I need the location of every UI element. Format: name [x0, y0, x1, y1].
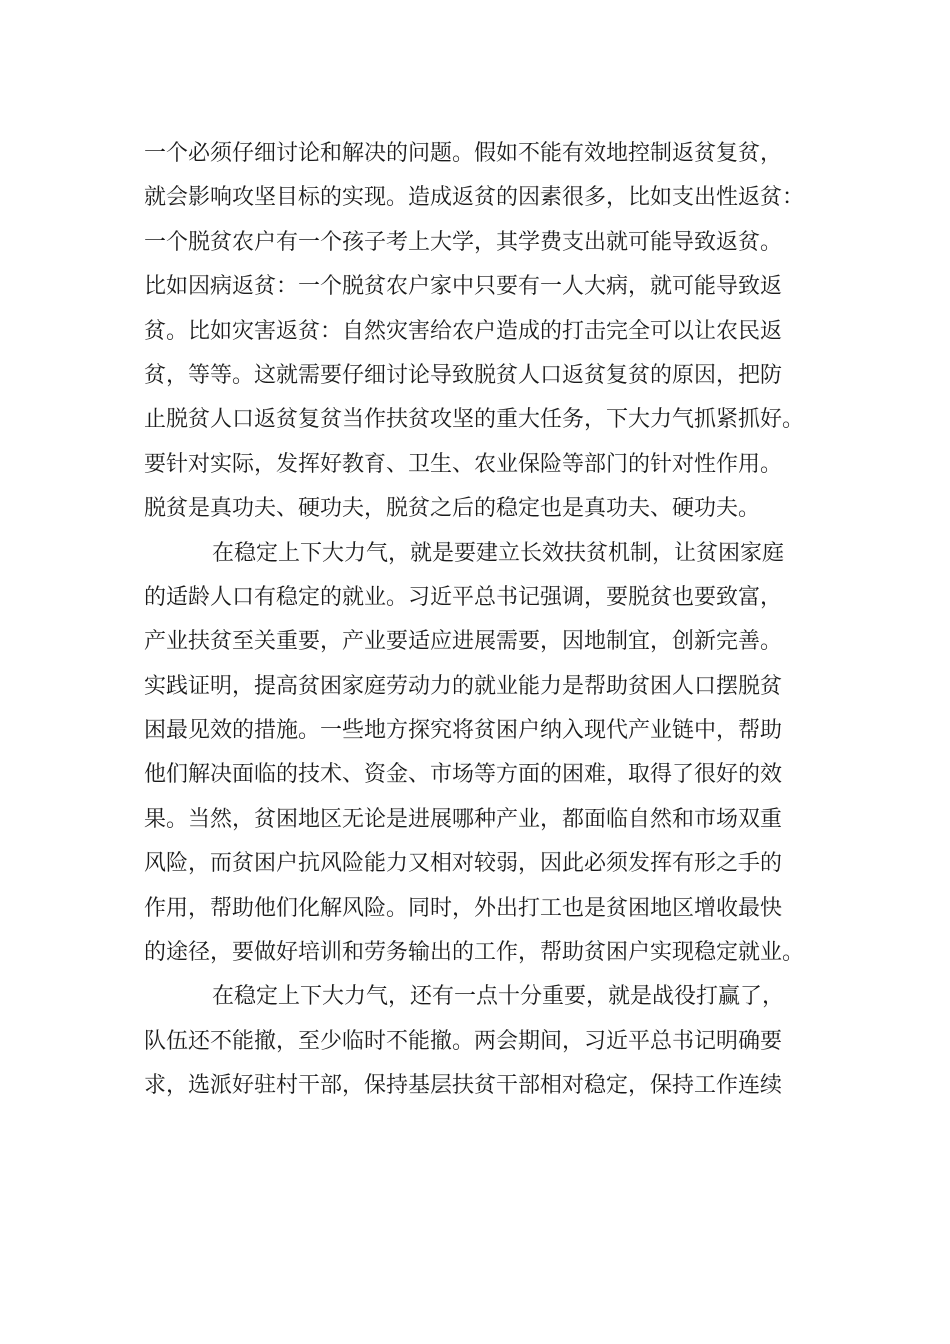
paragraph-line: 风险，而贫困户抗风险能力又相对较弱，因此必须发挥有形之手的 — [144, 851, 783, 877]
paragraph-first-line: 在稳定上下大力气，就是要建立长效扶贫机制，让贫困家庭 — [212, 540, 785, 566]
paragraph-line: 实践证明，提高贫困家庭劳动力的就业能力是帮助贫困人口摆脱贫 — [144, 673, 783, 699]
paragraph-2 — [144, 532, 824, 976]
paragraph-line: 作用，帮助他们化解风险。同时，外出打工也是贫困地区增收最快 — [144, 895, 783, 921]
paragraph-line: 要针对实际，发挥好教育、卫生、农业保险等部门的针对性作用。 — [144, 451, 783, 477]
paragraph-line: 他们解决面临的技术、资金、市场等方面的困难，取得了很好的效 — [144, 762, 783, 788]
paragraph-line: 果。当然，贫困地区无论是进展哪种产业，都面临自然和市场双重 — [144, 806, 783, 832]
paragraph-3 — [144, 975, 824, 1108]
paragraph-line: 就会影响攻坚目标的实现。造成返贫的因素很多，比如支出性返贫： — [144, 185, 805, 211]
paragraph-first-line: 在稳定上下大力气，还有一点十分重要，就是战役打赢了， — [212, 984, 785, 1010]
paragraph-line: 一个脱贫农户有一个孩子考上大学，其学费支出就可能导致返贫。 — [144, 229, 783, 255]
paragraph-line: 贫，等等。这就需要仔细讨论导致脱贫人口返贫复贫的原因，把防 — [144, 362, 783, 388]
paragraph-1 — [144, 132, 824, 532]
paragraph-line: 贫。比如灾害返贫：自然灾害给农户造成的打击完全可以让农民返 — [144, 318, 783, 344]
paragraph-line: 困最见效的措施。一些地方探究将贫困户纳入现代产业链中，帮助 — [144, 718, 783, 744]
paragraph-line: 比如因病返贫：一个脱贫农户家中只要有一人大病，就可能导致返 — [144, 274, 783, 300]
paragraph-line: 止脱贫人口返贫复贫当作扶贫攻坚的重大任务，下大力气抓紧抓好。 — [144, 407, 805, 433]
paragraph-line: 产业扶贫至关重要，产业要适应进展需要，因地制宜，创新完善。 — [144, 629, 783, 655]
paragraph-line: 的途径，要做好培训和劳务输出的工作，帮助贫困户实现稳定就业。 — [144, 940, 805, 966]
paragraph-line: 队伍还不能撤，至少临时不能撤。两会期间，习近平总书记明确要 — [144, 1028, 783, 1054]
document-body — [144, 132, 824, 1109]
paragraph-line: 一个必须仔细讨论和解决的问题。假如不能有效地控制返贫复贫， — [144, 141, 783, 166]
paragraph-line: 求，选派好驻村干部，保持基层扶贫干部相对稳定，保持工作连续 — [144, 1073, 783, 1099]
paragraph-line: 的适龄人口有稳定的就业。习近平总书记强调，要脱贫也要致富， — [144, 584, 783, 610]
paragraph-line: 脱贫是真功夫、硬功夫，脱贫之后的稳定也是真功夫、硬功夫。 — [144, 496, 761, 522]
